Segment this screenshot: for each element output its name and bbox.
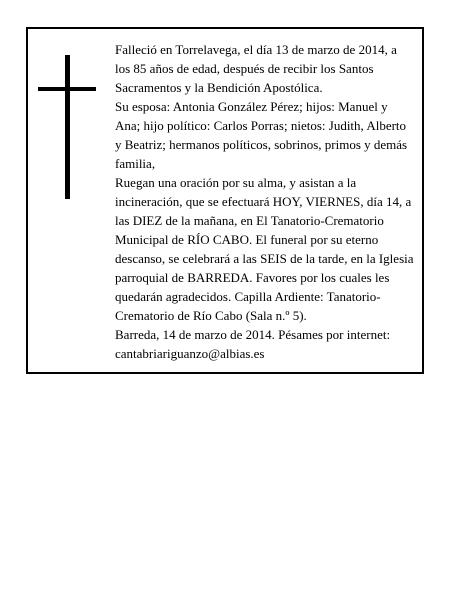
latin-cross-icon <box>38 55 96 199</box>
cross-vertical-bar <box>65 55 70 199</box>
condolences-paragraph: Barreda, 14 de marzo de 2014. Pésames por internet: cantabriariguanzo@albias.es <box>115 327 391 361</box>
family-paragraph: Su esposa: Antonia González Pérez; hijos: Manuel y Ana; hijo político: Carlos Porras; nietos: Judith, Alberto y Beatriz; hermanos políticos, sobrinos, primos y demás familia, <box>115 99 408 171</box>
funeral-details-paragraph: Ruegan una oración por su alma, y asistan a la incineración, que se efectuará HOY, VIERNES, día 14, a las DIEZ de la mañana, en El Tanatorio-Crematorio Municipal de RÍO CABO. El funeral por su eterno descanso, se celebrará a las SEIS de la tarde, en la Iglesia parroquial de BARREDA. Favores por los cuales les quedarán agradecidos. Capilla Ardiente: Tanatorio-Crematorio de Río Cabo (Sala n.º 5). <box>115 175 414 323</box>
notice-text <box>115 40 415 363</box>
death-announcement-paragraph: Falleció en Torrelavega, el día 13 de marzo de 2014, a los 85 años de edad, después de recibir los Santos Sacramentos y la Bendición Apostólica. <box>115 42 397 95</box>
cross-horizontal-bar <box>38 87 96 91</box>
obituary-notice <box>26 27 424 374</box>
